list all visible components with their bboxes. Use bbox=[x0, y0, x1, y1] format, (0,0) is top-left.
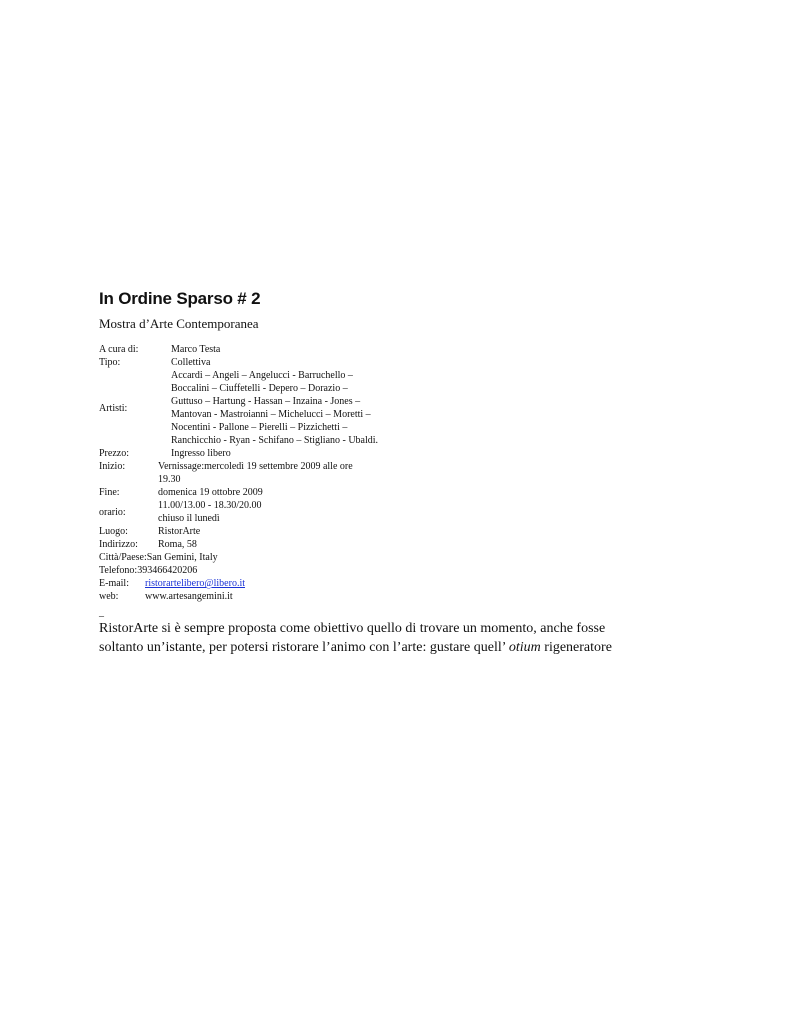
artists-line: Accardi – Angeli – Angelucci - Barruchello – bbox=[171, 370, 353, 381]
email-link[interactable]: ristorartelibero@libero.it bbox=[145, 578, 246, 589]
body-text-pre: soltanto un’istante, per potersi ristorare l’animo con l’arte: gustare quell’ bbox=[99, 640, 509, 655]
end-row bbox=[99, 486, 739, 499]
end-label: Fine: bbox=[99, 487, 120, 498]
separator-mark: _ bbox=[99, 607, 104, 618]
artists-line: Mantovan - Mastroianni – Michelucci – Moretti – bbox=[171, 409, 371, 420]
web-value: www.artesangemini.it bbox=[145, 591, 233, 602]
artists-line: Ranchicchio - Ryan - Schifano – Stigliano - Ubaldi. bbox=[171, 435, 379, 446]
place-value: RistorArte bbox=[158, 526, 201, 537]
phone-value: 393466420206 bbox=[137, 565, 198, 576]
artists-line: Nocentini - Pallone – Pierelli – Pizzichetti – bbox=[171, 422, 348, 433]
city-row bbox=[99, 551, 739, 564]
start-label: Inizio: bbox=[99, 461, 126, 472]
start-line: 19.30 bbox=[158, 474, 181, 485]
web-row bbox=[99, 590, 739, 603]
body-text-italic: otium bbox=[508, 640, 541, 655]
city-value: San Gemini, Italy bbox=[146, 552, 218, 563]
start-line: Vernissage:mercoledì 19 settembre 2009 alle ore bbox=[158, 461, 353, 472]
artists-list bbox=[171, 369, 378, 447]
address-row bbox=[99, 538, 739, 551]
document-page bbox=[99, 287, 739, 657]
artists-row bbox=[99, 369, 739, 447]
place-row bbox=[99, 525, 739, 538]
hours-line: chiuso il lunedì bbox=[158, 513, 220, 524]
document-title: In Ordine Sparso # 2 bbox=[99, 289, 261, 308]
start-value bbox=[158, 460, 353, 486]
phone-row bbox=[99, 564, 739, 577]
city-label: Città/Paese: bbox=[99, 552, 147, 563]
body-text-post: rigeneratore bbox=[540, 640, 612, 655]
curator-row bbox=[99, 343, 739, 356]
email-row bbox=[99, 577, 739, 590]
body-paragraph-line: RistorArte si è sempre proposta come obiettivo quello di trovare un momento, anche fosse bbox=[99, 621, 606, 636]
place-label: Luogo: bbox=[99, 526, 128, 537]
end-value: domenica 19 ottobre 2009 bbox=[158, 487, 263, 498]
address-value: Roma, 58 bbox=[158, 539, 197, 550]
hours-row bbox=[99, 499, 739, 525]
start-row bbox=[99, 460, 739, 486]
type-value: Collettiva bbox=[171, 357, 211, 368]
artists-line: Guttuso – Hartung - Hassan – Inzaina - Jones – bbox=[171, 396, 361, 407]
artists-line: Boccalini – Ciuffetelli - Depero – Dorazio – bbox=[171, 383, 348, 394]
curator-label: A cura di: bbox=[99, 344, 139, 355]
body-paragraph-line-2 bbox=[99, 638, 739, 657]
type-label: Tipo: bbox=[99, 357, 121, 368]
hours-label: orario: bbox=[99, 506, 126, 518]
hours-value bbox=[158, 499, 262, 525]
price-row bbox=[99, 447, 739, 460]
document-subtitle: Mostra d’Arte Contemporanea bbox=[99, 316, 259, 331]
email-label: E-mail: bbox=[99, 578, 129, 589]
event-info-table bbox=[99, 343, 739, 603]
phone-label: Telefono: bbox=[99, 565, 138, 576]
price-value: Ingresso libero bbox=[171, 448, 231, 459]
curator-value: Marco Testa bbox=[171, 344, 221, 355]
address-label: Indirizzo: bbox=[99, 539, 138, 550]
web-label: web: bbox=[99, 591, 119, 602]
hours-line: 11.00/13.00 - 18.30/20.00 bbox=[158, 500, 262, 511]
artists-label: Artisti: bbox=[99, 402, 128, 414]
price-label: Prezzo: bbox=[99, 448, 129, 459]
type-row bbox=[99, 356, 739, 369]
